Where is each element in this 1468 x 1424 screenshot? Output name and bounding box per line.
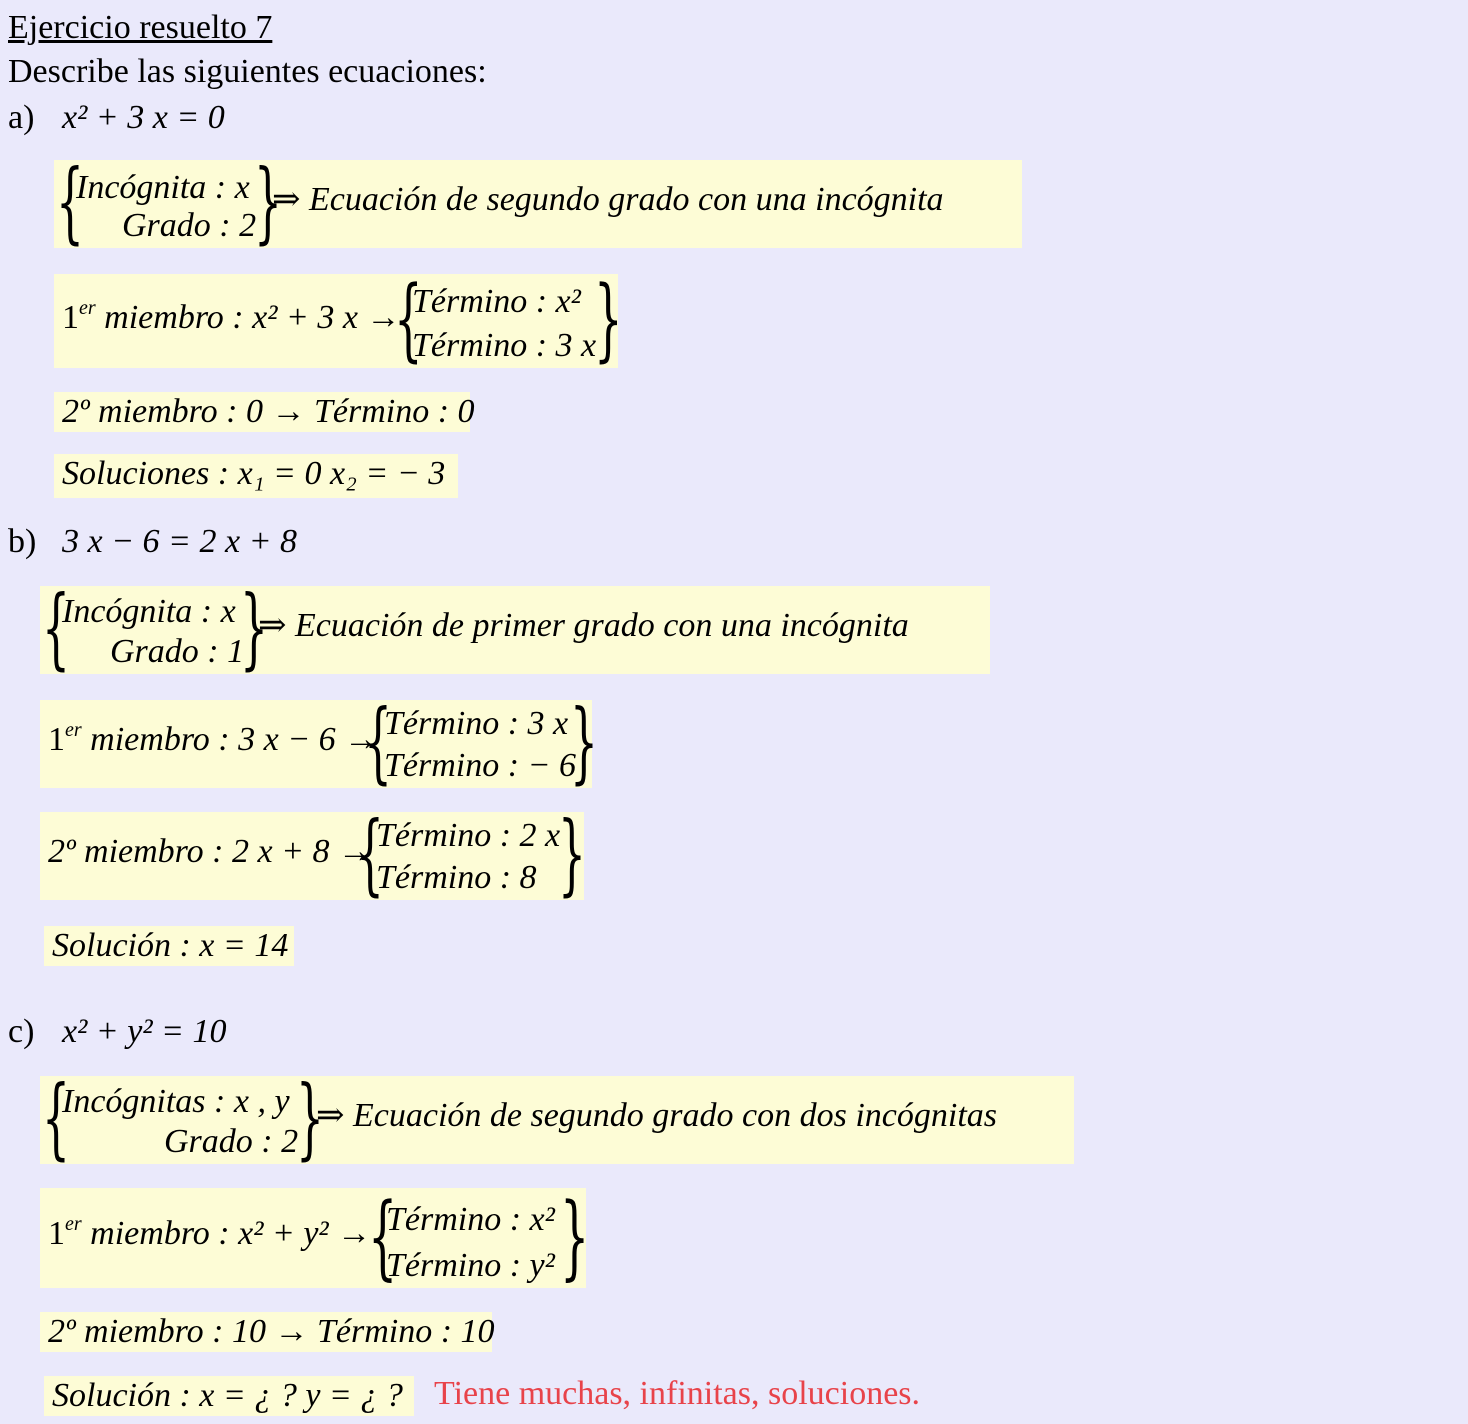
item-b-member1: 1er miembro : 3 x − 6 → [48,718,379,758]
left-brace: { [394,267,423,372]
right-brace: } [560,1183,590,1290]
left-brace: { [368,1183,398,1290]
item-c-solution-box [44,1376,414,1416]
item-b-incognita: Incógnita : x [62,593,236,630]
right-brace: } [254,150,282,253]
item-b-term2: Término : − 6 [384,747,576,784]
left-brace: { [56,150,84,253]
exercise-instructions: Describe las siguientes ecuaciones: [8,53,487,90]
item-a-member2: 2º miembro : 0 → Término : 0 [62,393,475,430]
item-c-note: Tiene muchas, infinitas, soluciones. [434,1375,921,1412]
item-a-grado: Grado : 2 [122,207,257,244]
item-c-label: c) [8,1013,35,1050]
item-a-solutions: Soluciones : x₁ = 0 x₂ = − 3 [62,455,446,492]
item-a-solutions-box [54,454,458,498]
item-c-member1: 1er miembro : x² + y² → [48,1212,372,1252]
item-a-classification-box [54,150,1022,253]
item-a-type: ⇒ Ecuación de segundo grado con una incógnita [272,181,944,218]
item-b-equation: 3 x − 6 = 2 x + 8 [62,523,298,560]
item-c-incognitas: Incógnitas : x , y [62,1083,290,1120]
right-brace: } [558,802,586,905]
right-brace: } [296,1066,324,1169]
left-brace: { [42,1066,70,1169]
item-a-member1-box [54,267,623,372]
item-a-member1: 1er miembro : x² + 3 x → [62,296,401,336]
left-brace: { [42,576,70,679]
item-b-member2-box [40,802,586,905]
item-a-label: a) [8,99,35,136]
item-b-grado: Grado : 1 [110,633,245,670]
item-b-term1: Término : 3 x [384,705,569,742]
item-c-member1-box [40,1183,590,1290]
item-b-solution-box [44,926,294,966]
item-a-incognita: Incógnita : x [76,169,250,206]
right-brace: } [240,576,268,679]
item-c-solution: Solución : x = ¿ ? y = ¿ ? [52,1377,403,1414]
item-b-m2-term1: Término : 2 x [376,817,561,854]
item-a-member2-box [54,392,475,432]
item-b-solution: Solución : x = 14 [52,927,289,964]
item-b-type: ⇒ Ecuación de primer grado con una incógnita [258,607,909,644]
item-b-member1-box [40,690,598,793]
item-a-equation: x² + 3 x = 0 [62,99,225,136]
item-c-equation: x² + y² = 10 [62,1013,227,1050]
item-b-m2-term2: Término : 8 [376,859,537,896]
item-a-term1: Término : x² [412,283,581,320]
left-brace: { [356,802,384,905]
item-b-classification-box [40,576,990,679]
item-c-type: ⇒ Ecuación de segundo grado con dos incógnitas [316,1097,998,1134]
item-c-term2: Término : y² [386,1247,555,1284]
item-c-member2-box [40,1312,495,1352]
exercise-title: Ejercicio resuelto 7 [8,9,273,46]
left-brace: { [364,690,392,793]
item-a-term2: Término : 3 x [412,327,597,364]
item-b-member2: 2º miembro : 2 x + 8 → [48,833,373,870]
item-c-term1: Término : x² [386,1201,555,1238]
item-c-classification-box [40,1066,1074,1169]
item-c-grado: Grado : 2 [164,1123,299,1160]
item-b-label: b) [8,523,37,560]
right-brace: } [594,267,623,372]
item-c-member2: 2º miembro : 10 → Término : 10 [48,1313,495,1350]
right-brace: } [570,690,598,793]
